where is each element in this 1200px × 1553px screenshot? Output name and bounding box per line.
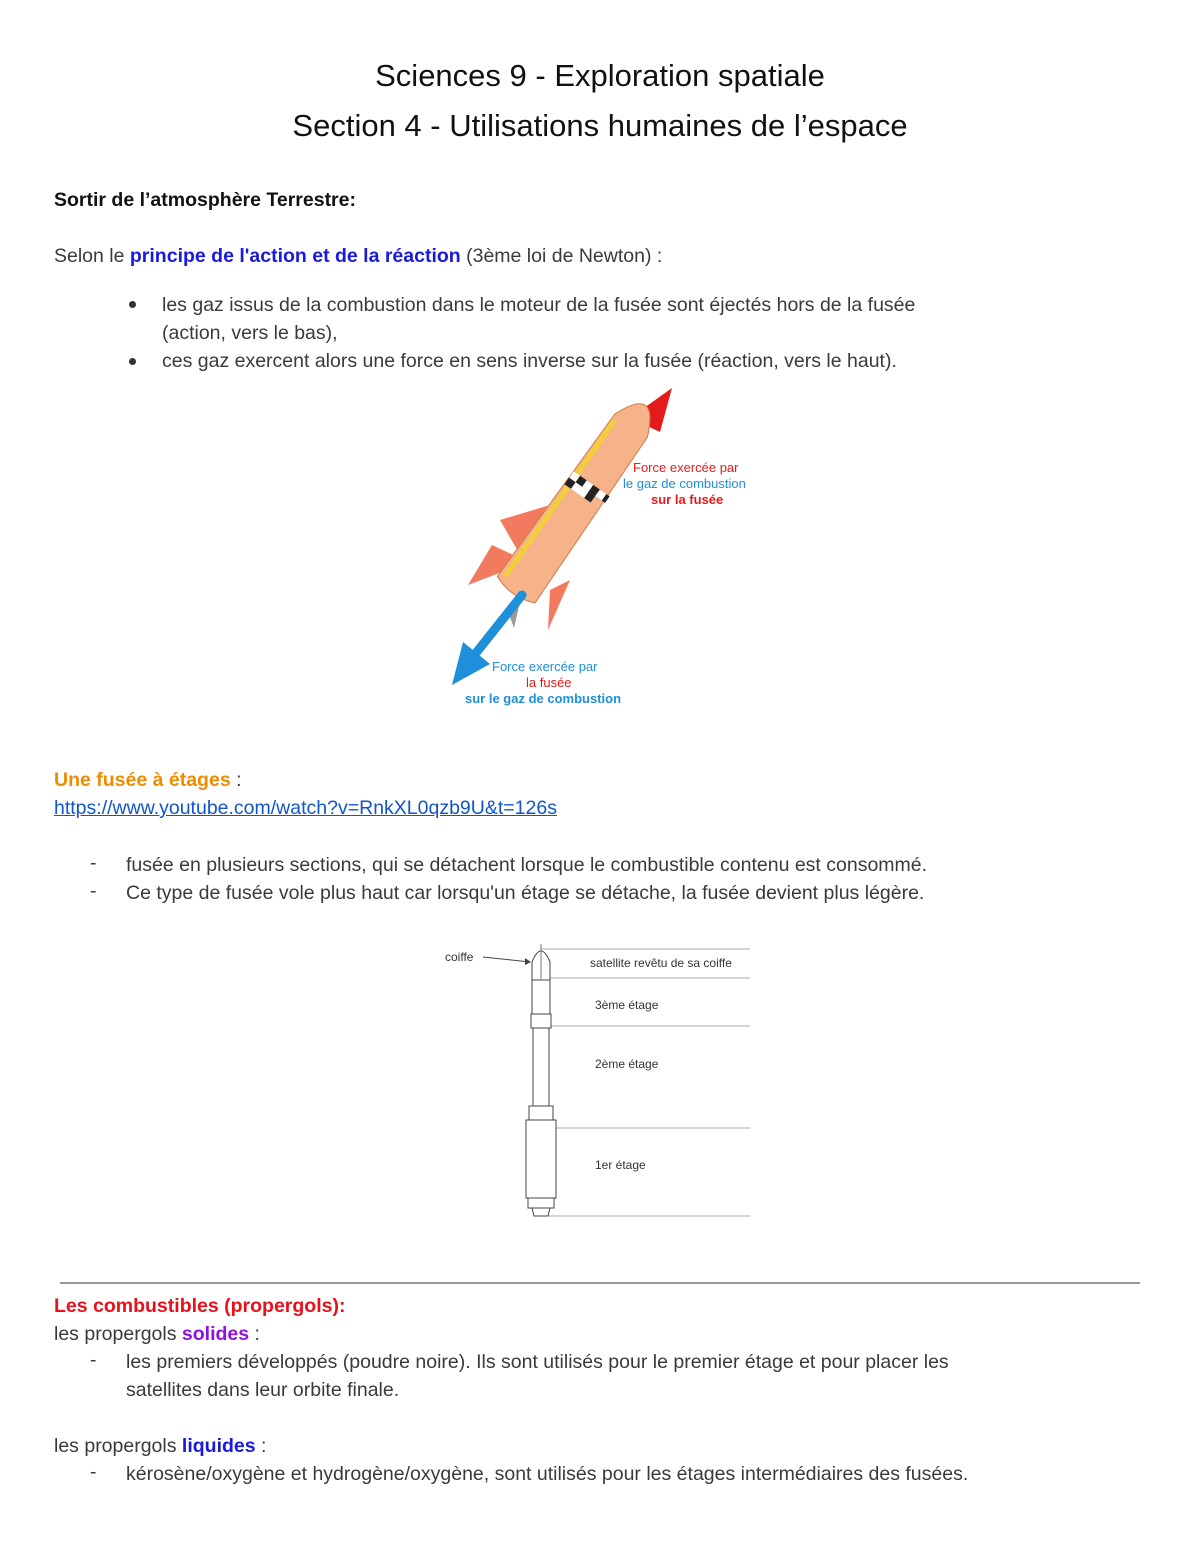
dash-marker: - — [90, 852, 97, 874]
atmosphere-heading: Sortir de l’atmosphère Terrestre: — [54, 189, 356, 211]
label-coiffe: coiffe — [445, 950, 474, 964]
stages-video-link[interactable]: https://www.youtube.com/watch?v=RnkXL0qzb9U&t=126s — [54, 797, 557, 819]
force-up-label-line3: sur la fusée — [651, 492, 724, 507]
stages-heading: Une fusée à étages — [54, 769, 231, 791]
dash-marker: - — [90, 1461, 97, 1483]
atmosphere-intro — [54, 242, 662, 270]
label-stage2: 2ème étage — [595, 1057, 659, 1071]
solid-item-1: les premiers développés (poudre noire). Ils sont utilisés pour le premier étage et pour placer les — [126, 1351, 949, 1373]
liquid-suffix: : — [255, 1435, 267, 1457]
stages-item-2: Ce type de fusée vole plus haut car lorsqu'un étage se détache, la fusée devient plus légère. — [126, 882, 925, 904]
force-up-label-line2: le gaz de combustion — [623, 476, 746, 491]
atmosphere-bullet-2: ces gaz exercent alors une force en sens inverse sur la fusée (réaction, vers le haut). — [162, 350, 897, 372]
rocket-body — [495, 392, 665, 607]
liquid-propellants-line — [54, 1432, 266, 1460]
dash-marker: - — [90, 1349, 97, 1371]
liquid-word: liquides — [181, 1435, 256, 1457]
atmosphere-bullet-1-cont: (action, vers le bas), — [162, 322, 338, 344]
stages-heading-line — [54, 766, 242, 794]
stages-heading-suffix: : — [230, 769, 242, 791]
rocket-force-diagram — [430, 380, 790, 720]
multistage-rocket — [526, 951, 556, 1216]
force-down-label-line1: Force exercée par — [492, 659, 598, 674]
atmosphere-bullet-1: les gaz issus de la combustion dans le moteur de la fusée sont éjectés hors de la fusée — [162, 294, 916, 316]
label-stage1: 1er étage — [595, 1158, 646, 1172]
solid-item-1-cont: satellites dans leur orbite finale. — [126, 1379, 400, 1401]
liquid-item-1: kérosène/oxygène et hydrogène/oxygène, sont utilisés pour les étages intermédiaires des fusées. — [126, 1463, 969, 1485]
intro-prefix: Selon le — [54, 245, 130, 267]
liquid-prefix: les propergols — [54, 1435, 182, 1457]
page-title: Sciences 9 - Exploration spatiale — [375, 58, 825, 93]
stages-item-1: fusée en plusieurs sections, qui se détachent lorsque le combustible contenu est consommé. — [126, 854, 928, 876]
multistage-rocket-diagram — [440, 940, 760, 1220]
section-divider — [60, 1282, 1140, 1284]
propellants-heading: Les combustibles (propergols): — [54, 1295, 346, 1317]
solid-prefix: les propergols — [54, 1323, 182, 1345]
page-subtitle: Section 4 - Utilisations humaines de l’espace — [292, 108, 908, 143]
force-up-label-line1: Force exercée par — [633, 460, 739, 475]
label-satellite: satellite revêtu de sa coiffe — [590, 956, 732, 970]
intro-suffix: (3ème loi de Newton) : — [460, 245, 663, 267]
solid-suffix: : — [249, 1323, 260, 1345]
dash-marker: - — [90, 880, 97, 902]
solid-propellants-line — [54, 1320, 260, 1348]
rocket-fin-right — [548, 580, 570, 630]
force-down-label-line3: sur le gaz de combustion — [465, 691, 622, 706]
bullet-dot — [129, 358, 136, 365]
bullet-dot — [129, 301, 136, 308]
intro-highlight: principe de l'action et de la réaction — [129, 245, 461, 267]
force-down-label-line2: la fusée — [526, 675, 572, 690]
label-stage3: 3ème étage — [595, 998, 659, 1012]
solid-word: solides — [181, 1323, 250, 1345]
